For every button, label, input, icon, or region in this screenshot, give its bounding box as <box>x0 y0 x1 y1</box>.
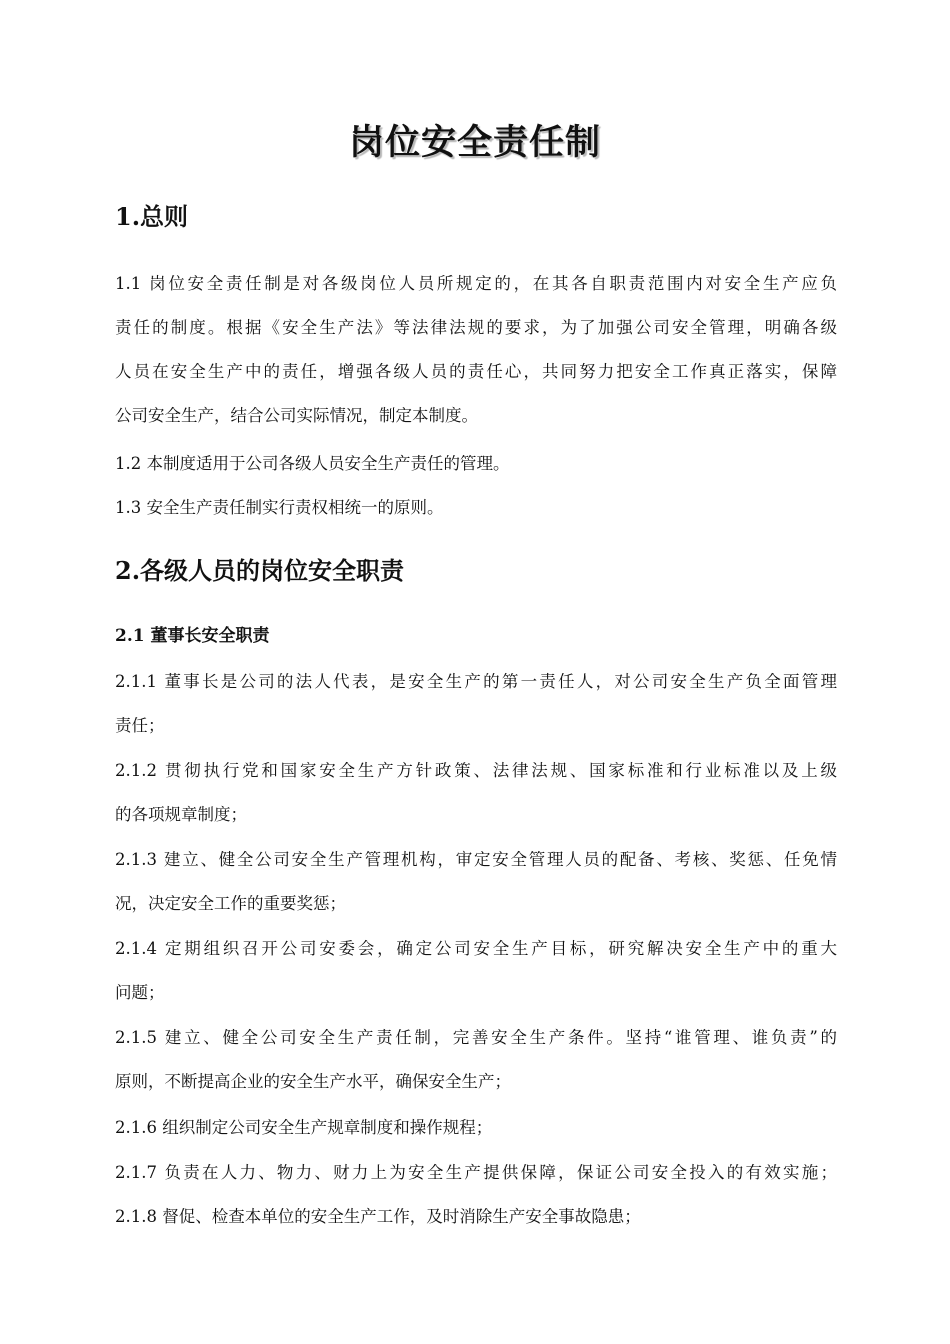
paragraph-line: 2.1.4 定期组织召开公司安委会，确定公司安全生产目标，研究解决安全生产中的重大 <box>115 939 837 958</box>
section-heading-general: 1.总则 <box>115 202 189 231</box>
paragraph-line: 2.1.2 贯彻执行党和国家安全生产方针政策、法律法规、国家标准和行业标准以及上级 <box>115 761 837 780</box>
paragraph-line: 2.1.6 组织制定公司安全生产规章制度和操作规程； <box>115 1118 493 1137</box>
paragraph-line: 人员在安全生产中的责任，增强各级人员的责任心，共同努力把安全工作真正落实，保障 <box>115 362 837 381</box>
paragraph-line: 责任的制度。根据《安全生产法》等法律法规的要求，为了加强公司安全管理，明确各级 <box>115 318 837 337</box>
paragraph-2-1-3 <box>115 838 837 926</box>
paragraph-line: 1.1 岗位安全责任制是对各级岗位人员所规定的，在其各自职责范围内对安全生产应负 <box>115 274 837 293</box>
paragraph-line: 2.1.3 建立、健全公司安全生产管理机构，审定安全管理人员的配备、考核、奖惩、任免情 <box>115 850 837 869</box>
paragraph-line: 责任； <box>115 716 165 735</box>
paragraph-2-1-1 <box>115 660 837 748</box>
paragraph-line: 2.1.1 董事长是公司的法人代表，是安全生产的第一责任人，对公司安全生产负全面管理 <box>115 672 837 691</box>
paragraph-1-1 <box>115 262 837 438</box>
paragraph-line: 2.1.5 建立、健全公司安全生产责任制，完善安全生产条件。坚持“谁管理、谁负责”的 <box>115 1028 837 1047</box>
document-title: 岗位安全责任制 <box>348 123 601 163</box>
paragraph-2-1-2 <box>115 749 837 837</box>
section-heading-duties: 2.各级人员的岗位安全职责 <box>115 556 405 585</box>
paragraph-1-2 <box>115 442 837 486</box>
paragraph-2-1-6 <box>115 1106 837 1150</box>
paragraph-line: 2.1.8 督促、检查本单位的安全生产工作，及时消除生产安全事故隐患； <box>115 1207 641 1226</box>
paragraph-2-1-5 <box>115 1016 837 1104</box>
paragraph-line: 问题； <box>115 983 165 1002</box>
paragraph-2-1-4 <box>115 927 837 1015</box>
paragraph-line: 公司安全生产，结合公司实际情况，制定本制度。 <box>115 406 478 425</box>
subsection-heading-chairman: 2.1 董事长安全职责 <box>115 626 270 646</box>
paragraph-line: 的各项规章制度； <box>115 805 247 824</box>
paragraph-2-1-7 <box>115 1151 837 1195</box>
paragraph-line: 原则，不断提高企业的安全生产水平，确保安全生产； <box>115 1072 511 1091</box>
paragraph-line: 2.1.7 负责在人力、物力、财力上为安全生产提供保障，保证公司安全投入的有效实施； <box>115 1163 837 1182</box>
paragraph-line: 况，决定安全工作的重要奖惩； <box>115 894 346 913</box>
paragraph-1-3 <box>115 486 837 530</box>
paragraph-line: 1.3 安全生产责任制实行责权相统一的原则。 <box>115 498 444 517</box>
paragraph-2-1-8 <box>115 1195 837 1239</box>
paragraph-line: 1.2 本制度适用于公司各级人员安全生产责任的管理。 <box>115 454 510 473</box>
